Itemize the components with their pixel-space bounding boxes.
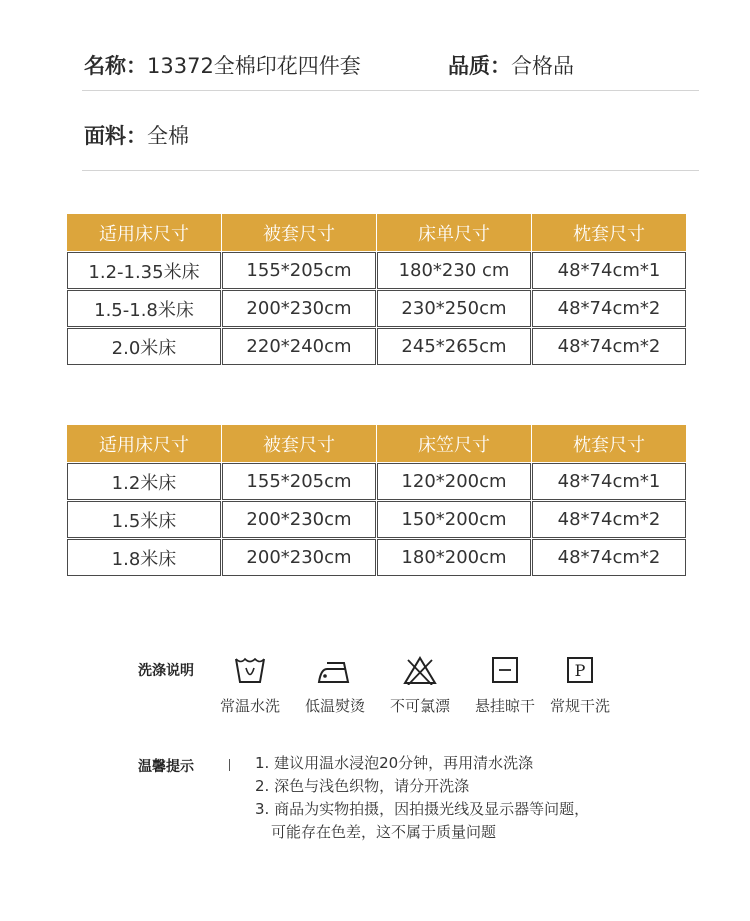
table-header-cell: 枕套尺寸 [532, 214, 686, 251]
table-cell: 1.8米床 [67, 539, 221, 576]
tip-line: 1. 建议用温水浸泡20分钟，再用清水洗涤 [255, 754, 534, 772]
table-row [67, 252, 687, 290]
table-cell: 155*205cm [222, 463, 376, 500]
table-header-cell: 枕套尺寸 [532, 425, 686, 462]
table-row [67, 290, 687, 328]
table-header-cell: 适用床尺寸 [67, 425, 221, 462]
table-cell: 245*265cm [377, 328, 531, 365]
size-table-flat-sheet [67, 214, 687, 366]
table-header-cell: 适用床尺寸 [67, 214, 221, 251]
product-name-label: 名称： [84, 54, 147, 78]
care-label: 常温水洗 [219, 697, 280, 715]
table-header-cell: 被套尺寸 [222, 214, 376, 251]
table-cell: 120*200cm [377, 463, 531, 500]
care-instructions [138, 655, 638, 735]
table-cell: 48*74cm*1 [532, 463, 686, 500]
table-cell: 230*250cm [377, 290, 531, 327]
care-label: 悬挂晾干 [474, 697, 535, 715]
iron-icon [315, 655, 355, 685]
hang-dry-icon [488, 655, 522, 685]
care-label: 低温熨烫 [304, 697, 365, 715]
table-header-cell: 床笠尺寸 [377, 425, 531, 462]
care-item-dry-clean [540, 655, 620, 716]
table-cell: 180*230 cm [377, 252, 531, 289]
table-cell: 2.0米床 [67, 328, 221, 365]
table-cell: 220*240cm [222, 328, 376, 365]
fabric-value: 全棉 [147, 124, 189, 148]
care-label: 不可氯漂 [389, 697, 450, 715]
dry-clean-icon [563, 655, 597, 685]
table-row [67, 501, 687, 539]
table-cell: 48*74cm*2 [532, 501, 686, 538]
table-cell: 200*230cm [222, 501, 376, 538]
table-header-row [67, 214, 687, 252]
table-cell: 155*205cm [222, 252, 376, 289]
table-cell: 200*230cm [222, 290, 376, 327]
table-cell: 200*230cm [222, 539, 376, 576]
tip-line: 可能存在色差，这不属于质量问题 [271, 823, 497, 841]
divider [82, 170, 699, 171]
care-item-wash [210, 655, 290, 716]
quality-label: 品质： [448, 54, 511, 78]
table-header-row [67, 425, 687, 463]
table-cell: 1.5-1.8米床 [67, 290, 221, 327]
table-row [67, 539, 687, 577]
product-name-row [84, 50, 361, 80]
care-item-iron [295, 655, 375, 716]
table-cell: 48*74cm*1 [532, 252, 686, 289]
dry-clean-glyph: P [574, 661, 586, 680]
wash-tub-icon [233, 655, 267, 685]
table-cell: 150*200cm [377, 501, 531, 538]
divider [82, 90, 699, 91]
care-label: 常规干洗 [549, 697, 610, 715]
table-cell: 48*74cm*2 [532, 328, 686, 365]
product-name-value: 13372全棉印花四件套 [147, 54, 361, 78]
tip-line: 2. 深色与浅色织物，请分开洗涤 [255, 777, 470, 795]
table-cell: 1.5米床 [67, 501, 221, 538]
tips-list [255, 752, 589, 844]
table-header-cell: 被套尺寸 [222, 425, 376, 462]
table-row [67, 463, 687, 501]
care-item-no-bleach [380, 655, 460, 716]
table-header-cell: 床单尺寸 [377, 214, 531, 251]
tips-separator [229, 759, 230, 771]
table-cell: 48*74cm*2 [532, 290, 686, 327]
quality-value: 合格品 [511, 54, 574, 78]
fabric-label: 面料： [84, 124, 147, 148]
care-item-hang-dry [465, 655, 545, 716]
tip-line: 3. 商品为实物拍摄，因拍摄光线及显示器等问题， [255, 800, 590, 818]
table-cell: 1.2米床 [67, 463, 221, 500]
no-bleach-icon [402, 655, 438, 685]
fabric-row [84, 120, 189, 150]
quality-row [448, 50, 574, 80]
size-table-fitted-sheet [67, 425, 687, 577]
table-cell: 180*200cm [377, 539, 531, 576]
table-row [67, 328, 687, 366]
table-cell: 1.2-1.35米床 [67, 252, 221, 289]
care-title: 洗涤说明 [138, 663, 194, 679]
tips-title: 温馨提示 [138, 759, 194, 775]
table-cell: 48*74cm*2 [532, 539, 686, 576]
